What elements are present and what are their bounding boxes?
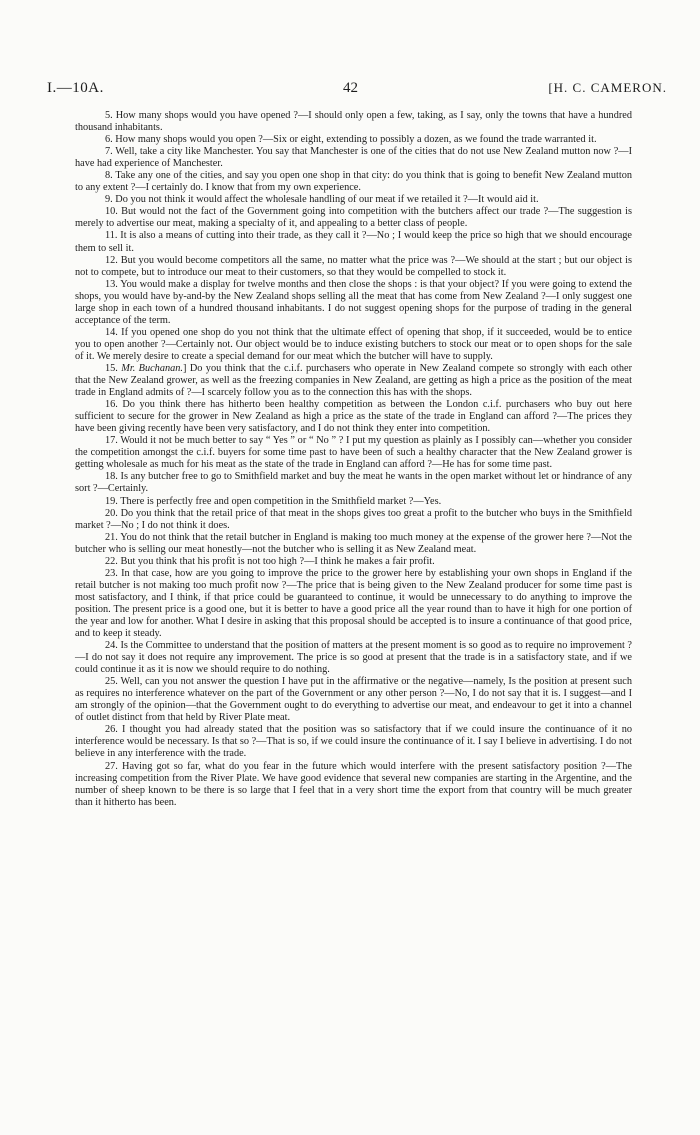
question-paragraph: 10. But would not the fact of the Government going into competition with the butchers affect our trade ?—The suggestion is merely to advertise our meat, making a specialty of it, and appealing to a better class of people. [75,206,632,230]
question-paragraph: 23. In that case, how are you going to improve the price to the grower here by establishing your own shops in England if the retail butcher is not making too much profit now ?—The price that is being given to the New Zealand producer for some time past is most satisfactory, and I think, if that price could be guaranteed to continue, it would be unnecessary to do anything to improve the position. The present price is a good one, but it is better to have a good price all the year round than to have it high for one portion of the year and low for another. What I desire in asking that this proposal should be accepted is to insure a continuance of that good price, and to keep it steady. [75,567,632,640]
question-paragraph: 9. Do you not think it would affect the wholesale handling of our meat if we retailed it ?—It would aid it. [105,194,539,206]
question-paragraph-speaker-change [75,363,632,399]
question-paragraph: 21. You do not think that the retail butcher in England is making too much money at the expense of the grower here ?—Not the butcher who is selling our meat honestly—not the butcher who is selling it as New Zealand meat. [75,531,632,555]
question-paragraph: 11. It is also a means of cutting into their trade, as they call it ?—No ; I would keep the price so high that we should encourage them to sell it. [75,230,632,254]
question-paragraph: 27. Having got so far, what do you fear in the future which would interfere with the present satisfactory position ?—The increasing competition from the River Plate. We have good evidence that several new companies are starting in the Argentine, and the number of sheep known to be there is so large that I feel that in a very short time the export from that country will be much greater than it hitherto has been. [75,760,632,808]
page-number: 42 [343,80,358,96]
question-paragraph: 12. But you would become competitors all the same, no matter what the price was ?—We should at the start ; but our object is not to compete, but to introduce our meat to their customers, so that they would be compelled to stock it. [75,254,632,278]
page-body [75,110,632,809]
question-paragraph: 13. You would make a display for twelve months and then close the shops : is that your object? If you were going to extend the shops, you would have by-and-by the New Zealand shops selling all the meat that has come from New Zealand ?—I only suggest one large shop in each town of a hundred thousand inhabitants. I do not suggest opening shops for the purpose of trading in the general acceptance of the term. [75,278,632,326]
question-number: 15. [105,362,118,374]
witness-name: [H. C. CAMERON. [548,80,667,95]
speaker-name: Mr. Buchanan. [121,362,183,374]
question-paragraph: 22. But you think that his profit is not too high ?—I think he makes a fair profit. [105,555,435,567]
question-paragraph: 14. If you opened one shop do you not think that the ultimate effect of opening that shop, if it succeeded, would be to entice you to open another ?—Certainly not. Our object would be to induce existing butchers to stock our meat or to open shops for the sale of it. We merely desire to create a special demand for our meat which the butcher will have to supply. [75,326,632,362]
question-paragraph: 18. Is any butcher free to go to Smithfield market and buy the meat he wants in the open market without let or hindrance of any sort ?—Certainly. [75,471,632,495]
document-reference: I.—10A. [47,80,104,96]
question-paragraph: 16. Do you think there has hitherto been healthy competition as between the London c.i.f. purchasers who buy out here sufficient to secure for the grower in New Zealand as high a price as the state of the trade in England can afford ?—The prices they have been giving recently have been very satisfactory, and I do not think they enter into competition. [75,399,632,435]
question-paragraph: 19. There is perfectly free and open competition in the Smithfield market ?—Yes. [105,495,442,507]
question-paragraph: 25. Well, can you not answer the question I have put in the affirmative or the negative—namely, Is the position at present such as requires no interference whatever on the part of the Government or any other person ?—No, I do not say that it is. I suggest—and I am strongly of the opinion—that the Government ought to do everything to advertise our meat, and endeavour to get it into a channel of outlet distinct from that held by River Plate meat. [75,676,632,724]
question-text: ] Do you think that the c.i.f. purchasers who operate in New Zealand compete so strongly with each other that the New Zealand grower, as well as the freezing companies in New Zealand, are getting as high a price as the position of the meat trade in England admits of ?—I scarcely follow you as to the connection this has with the shops. [75,362,632,399]
question-paragraph: 17. Would it not be much better to say “ Yes ” or “ No ” ? I put my question as plainly as I possibly can—whether you consider the competition amongst the c.i.f. buyers for some time past to have been of such a healthy character that the New Zealand grower is getting wholesale as much for his meat as the state of the trade in England can afford ?—He has for some time past. [75,435,632,471]
question-paragraph: 20. Do you think that the retail price of that meat in the shops gives too great a profit to the butcher who buys in the Smithfield market ?—No ; I do not think it does. [75,507,632,531]
question-paragraph: 7. Well, take a city like Manchester. You say that Manchester is one of the cities that do not use New Zealand mutton now ?—I have had experience of Manchester. [75,146,632,170]
page-header [47,80,667,100]
question-paragraph: 24. Is the Committee to understand that the position of matters at the present moment is so good as to require no improvement ?—I do not say it does not require any improvement. The price is so good at present that the trade is in a satisfactory state, and if we could continue it as it is now we should require to do nothing. [75,640,632,676]
question-paragraph: 5. How many shops would you have opened ?—I should only open a few, taking, as I say, only the towns that have a hundred thousand inhabitants. [75,110,632,134]
question-paragraph: 8. Take any one of the cities, and say you open one shop in that city: do you think that is going to benefit New Zealand mutton to any extent ?—I certainly do. I know that from my own experience. [75,170,632,194]
question-paragraph: 6. How many shops would you open ?—Six or eight, extending to possibly a dozen, as we found the trade warranted it. [105,134,597,146]
question-paragraph: 26. I thought you had already stated that the position was so satisfactory that if we could insure the continuance of it no interference would be necessary. Is that so ?—That is so, if we could insure the continuance of it. I say I believe in advertising. I do not believe in any interference with the trade. [75,724,632,760]
